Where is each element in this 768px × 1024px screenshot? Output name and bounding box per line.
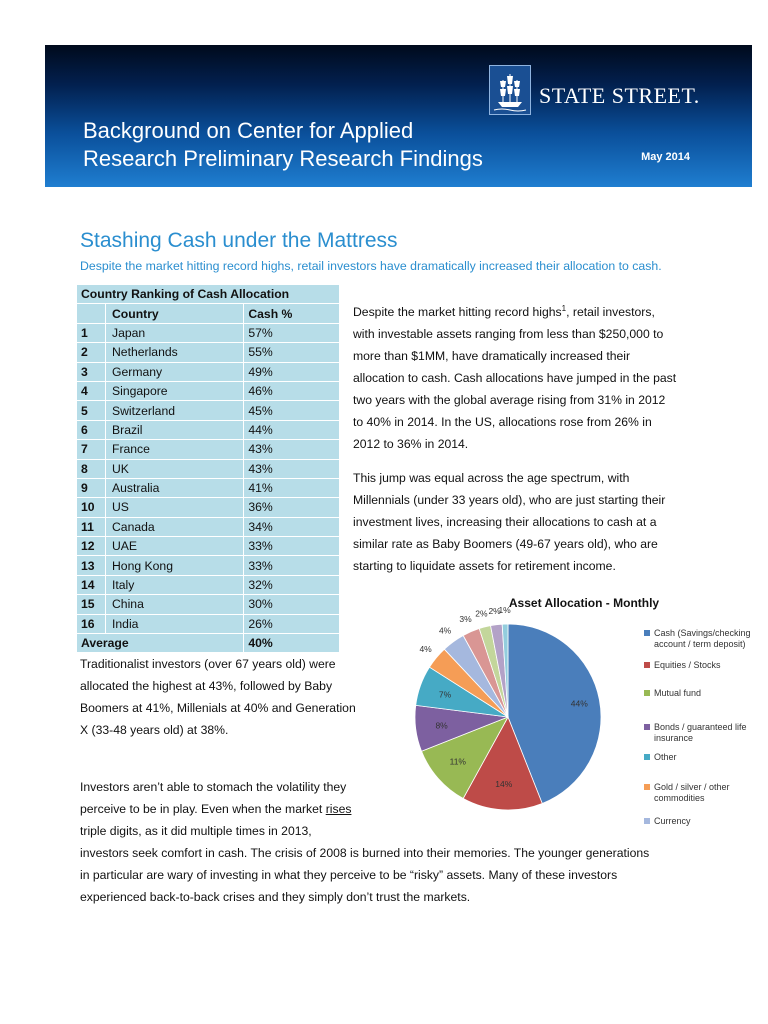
cash-cell: 33% bbox=[244, 556, 340, 575]
country-cell: Brazil bbox=[106, 420, 244, 439]
publication-date: May 2014 bbox=[641, 151, 690, 163]
rank-cell: 2 bbox=[77, 343, 106, 362]
rank-cell: 10 bbox=[77, 498, 106, 517]
paragraph-2-line: Millennials (under 33 years old), who are just starting their bbox=[353, 493, 666, 507]
table-caption: Country Ranking of Cash Allocation bbox=[77, 285, 340, 304]
cash-cell: 57% bbox=[244, 323, 340, 342]
paragraph-1-line: more than $1MM, have dramatically increased their bbox=[353, 349, 631, 364]
article-subhead: Despite the market hitting record highs, retail investors have dramatically increased their allocation to cash. bbox=[80, 259, 662, 273]
rank-cell: 12 bbox=[77, 537, 106, 556]
paragraph-1-line: allocation to cash. Cash allocations have jumped in the past bbox=[353, 371, 677, 386]
country-cell: UAE bbox=[106, 537, 244, 556]
average-value: 40% bbox=[244, 634, 340, 653]
table-row bbox=[77, 614, 340, 633]
rank-cell: 3 bbox=[77, 362, 106, 381]
rank-header bbox=[77, 304, 106, 323]
table-row bbox=[77, 537, 340, 556]
paragraph-4-line: Investors aren’t able to stomach the volatility they bbox=[80, 780, 347, 794]
rank-cell: 13 bbox=[77, 556, 106, 575]
rank-cell: 6 bbox=[77, 420, 106, 439]
cash-cell: 36% bbox=[244, 498, 340, 517]
country-cell: India bbox=[106, 614, 244, 633]
pie-data-label: 3% bbox=[459, 613, 472, 624]
rank-cell: 11 bbox=[77, 517, 106, 536]
paragraph-4-line: investors seek comfort in cash. The crisis of 2008 is burned into their memories. The younger generations bbox=[80, 846, 650, 860]
cash-cell: 33% bbox=[244, 537, 340, 556]
footnote-ref: 1 bbox=[561, 304, 567, 313]
title-line-2: Research Preliminary Research Findings bbox=[83, 146, 483, 171]
country-cell: Canada bbox=[106, 517, 244, 536]
paragraph-2-line: similar rate as Baby Boomers (49-67 years old), who are bbox=[353, 537, 658, 551]
cash-cell: 41% bbox=[244, 478, 340, 497]
legend-label: Equities / Stocks bbox=[654, 660, 721, 670]
paragraph-2-line: investment lives, increasing their allocations to cash at a bbox=[353, 515, 657, 529]
legend-swatch bbox=[644, 754, 650, 760]
country-cell: Japan bbox=[106, 323, 244, 342]
rank-cell: 9 bbox=[77, 478, 106, 497]
paragraph-1-line: to 40% in 2014. In the US, allocations rose from 26% in bbox=[353, 415, 652, 430]
pie-data-label: 4% bbox=[438, 625, 452, 636]
pie-data-label: 7% bbox=[438, 689, 452, 700]
chart-title: Asset Allocation - Monthly bbox=[508, 596, 660, 610]
article-headline: Stashing Cash under the Mattress bbox=[80, 229, 398, 252]
table-row bbox=[77, 381, 340, 400]
cash-cell: 46% bbox=[244, 381, 340, 400]
table-row bbox=[77, 478, 340, 497]
average-label: Average bbox=[77, 634, 244, 653]
asset-allocation-chart bbox=[400, 590, 756, 830]
cash-cell: 55% bbox=[244, 343, 340, 362]
table-row bbox=[77, 362, 340, 381]
country-cell: Australia bbox=[106, 478, 244, 497]
country-cell: Italy bbox=[106, 575, 244, 594]
pie-data-label: 44% bbox=[570, 698, 588, 709]
paragraph-1-line: Despite the market hitting record highs$^1$, retail investors, bbox=[353, 304, 655, 320]
pie-data-label: 4% bbox=[419, 643, 432, 654]
cash-cell: 43% bbox=[244, 459, 340, 478]
paragraph-1 bbox=[353, 298, 698, 455]
paragraph-3-line: allocated the highest at 43%, followed by Baby bbox=[80, 679, 333, 693]
page-title bbox=[83, 117, 483, 173]
paragraph-3 bbox=[80, 653, 380, 741]
cash-ranking-table bbox=[76, 284, 340, 653]
underlined-word: rises bbox=[325, 802, 352, 816]
legend-swatch bbox=[644, 724, 650, 730]
table-row bbox=[77, 420, 340, 439]
logo-wordmark: STATE STREET. bbox=[539, 83, 700, 108]
cash-cell: 30% bbox=[244, 595, 340, 614]
table-row bbox=[77, 575, 340, 594]
pie-data-label: 11% bbox=[449, 756, 466, 767]
rank-cell: 5 bbox=[77, 401, 106, 420]
table-row bbox=[77, 498, 340, 517]
country-cell: Hong Kong bbox=[106, 556, 244, 575]
rank-cell: 1 bbox=[77, 323, 106, 342]
paragraph-1-line: two years with the global average rising from 31% in 2012 bbox=[353, 393, 666, 408]
country-cell: China bbox=[106, 595, 244, 614]
legend-swatch bbox=[644, 784, 650, 790]
legend-label: Mutual fund bbox=[654, 688, 702, 698]
pie-data-label: 8% bbox=[435, 720, 448, 731]
pie-data-label: 1% bbox=[498, 605, 511, 616]
table-row bbox=[77, 440, 340, 459]
table-row bbox=[77, 556, 340, 575]
legend-label: Cash (Savings/checking account / term deposit) bbox=[654, 628, 751, 649]
rank-cell: 16 bbox=[77, 614, 106, 633]
paragraph-3-line: X (33-48 years old) at 38%. bbox=[80, 723, 229, 737]
paragraph-3-line: Boomers at 41%, Millenials at 40% and Generation bbox=[80, 701, 356, 715]
rank-cell: 4 bbox=[77, 381, 106, 400]
table-row bbox=[77, 595, 340, 614]
average-row bbox=[77, 634, 340, 653]
rank-cell: 7 bbox=[77, 440, 106, 459]
country-cell: France bbox=[106, 440, 244, 459]
table-row bbox=[77, 401, 340, 420]
paragraph-4-line: perceive to be in play. Even when the market rises bbox=[80, 802, 352, 816]
legend-swatch bbox=[644, 662, 650, 668]
legend-swatch bbox=[644, 630, 650, 636]
cash-header: Cash % bbox=[244, 304, 340, 323]
table-row bbox=[77, 459, 340, 478]
country-cell: Germany bbox=[106, 362, 244, 381]
cash-cell: 45% bbox=[244, 401, 340, 420]
paragraph-4-line: experienced back-to-back crises and they simply don’t trust the markets. bbox=[80, 890, 471, 904]
state-street-logo bbox=[489, 65, 709, 115]
paragraph-1-line: 2012 to 36% in 2014. bbox=[353, 437, 469, 452]
legend-label: Bonds / guaranteed life insurance bbox=[654, 722, 747, 743]
legend-label: Other bbox=[654, 752, 677, 762]
paragraph-3-line: Traditionalist investors (over 67 years old) were bbox=[80, 657, 336, 671]
paragraph-2-line: This jump was equal across the age spectrum, with bbox=[353, 471, 630, 485]
rank-cell: 14 bbox=[77, 575, 106, 594]
paragraph-1-line: with investable assets ranging from less than $250,000 to bbox=[353, 327, 664, 342]
legend-label: Gold / silver / other commodities bbox=[654, 782, 730, 803]
title-line-1: Background on Center for Applied bbox=[83, 118, 414, 143]
cash-cell: 26% bbox=[244, 614, 340, 633]
cash-cell: 44% bbox=[244, 420, 340, 439]
rank-cell: 8 bbox=[77, 459, 106, 478]
table-row bbox=[77, 343, 340, 362]
country-cell: UK bbox=[106, 459, 244, 478]
header-banner bbox=[45, 45, 752, 187]
ship-logo-icon bbox=[489, 65, 531, 115]
legend-swatch bbox=[644, 690, 650, 696]
country-header: Country bbox=[106, 304, 244, 323]
country-cell: US bbox=[106, 498, 244, 517]
country-cell: Switzerland bbox=[106, 401, 244, 420]
table-row bbox=[77, 323, 340, 342]
pie-chart-svg bbox=[400, 590, 660, 830]
paragraph-4-line: triple digits, as it did multiple times in 2013, bbox=[80, 824, 312, 838]
cash-cell: 32% bbox=[244, 575, 340, 594]
paragraph-2 bbox=[353, 467, 698, 577]
cash-cell: 43% bbox=[244, 440, 340, 459]
pie-data-label: 2% bbox=[475, 608, 488, 619]
paragraph-2-line: starting to liquidate assets for retirement income. bbox=[353, 559, 616, 573]
country-cell: Netherlands bbox=[106, 343, 244, 362]
cash-cell: 34% bbox=[244, 517, 340, 536]
pie-data-label: 14% bbox=[495, 778, 513, 789]
rank-cell: 15 bbox=[77, 595, 106, 614]
pie-data-label: 2% bbox=[488, 605, 501, 616]
legend-label: Currency bbox=[654, 816, 691, 826]
cash-cell: 49% bbox=[244, 362, 340, 381]
paragraph-4-line: in particular are wary of investing in what they perceive to be “risky” assets. Many of these investors bbox=[80, 868, 618, 882]
table-row bbox=[77, 517, 340, 536]
legend-swatch bbox=[644, 818, 650, 824]
country-cell: Singapore bbox=[106, 381, 244, 400]
